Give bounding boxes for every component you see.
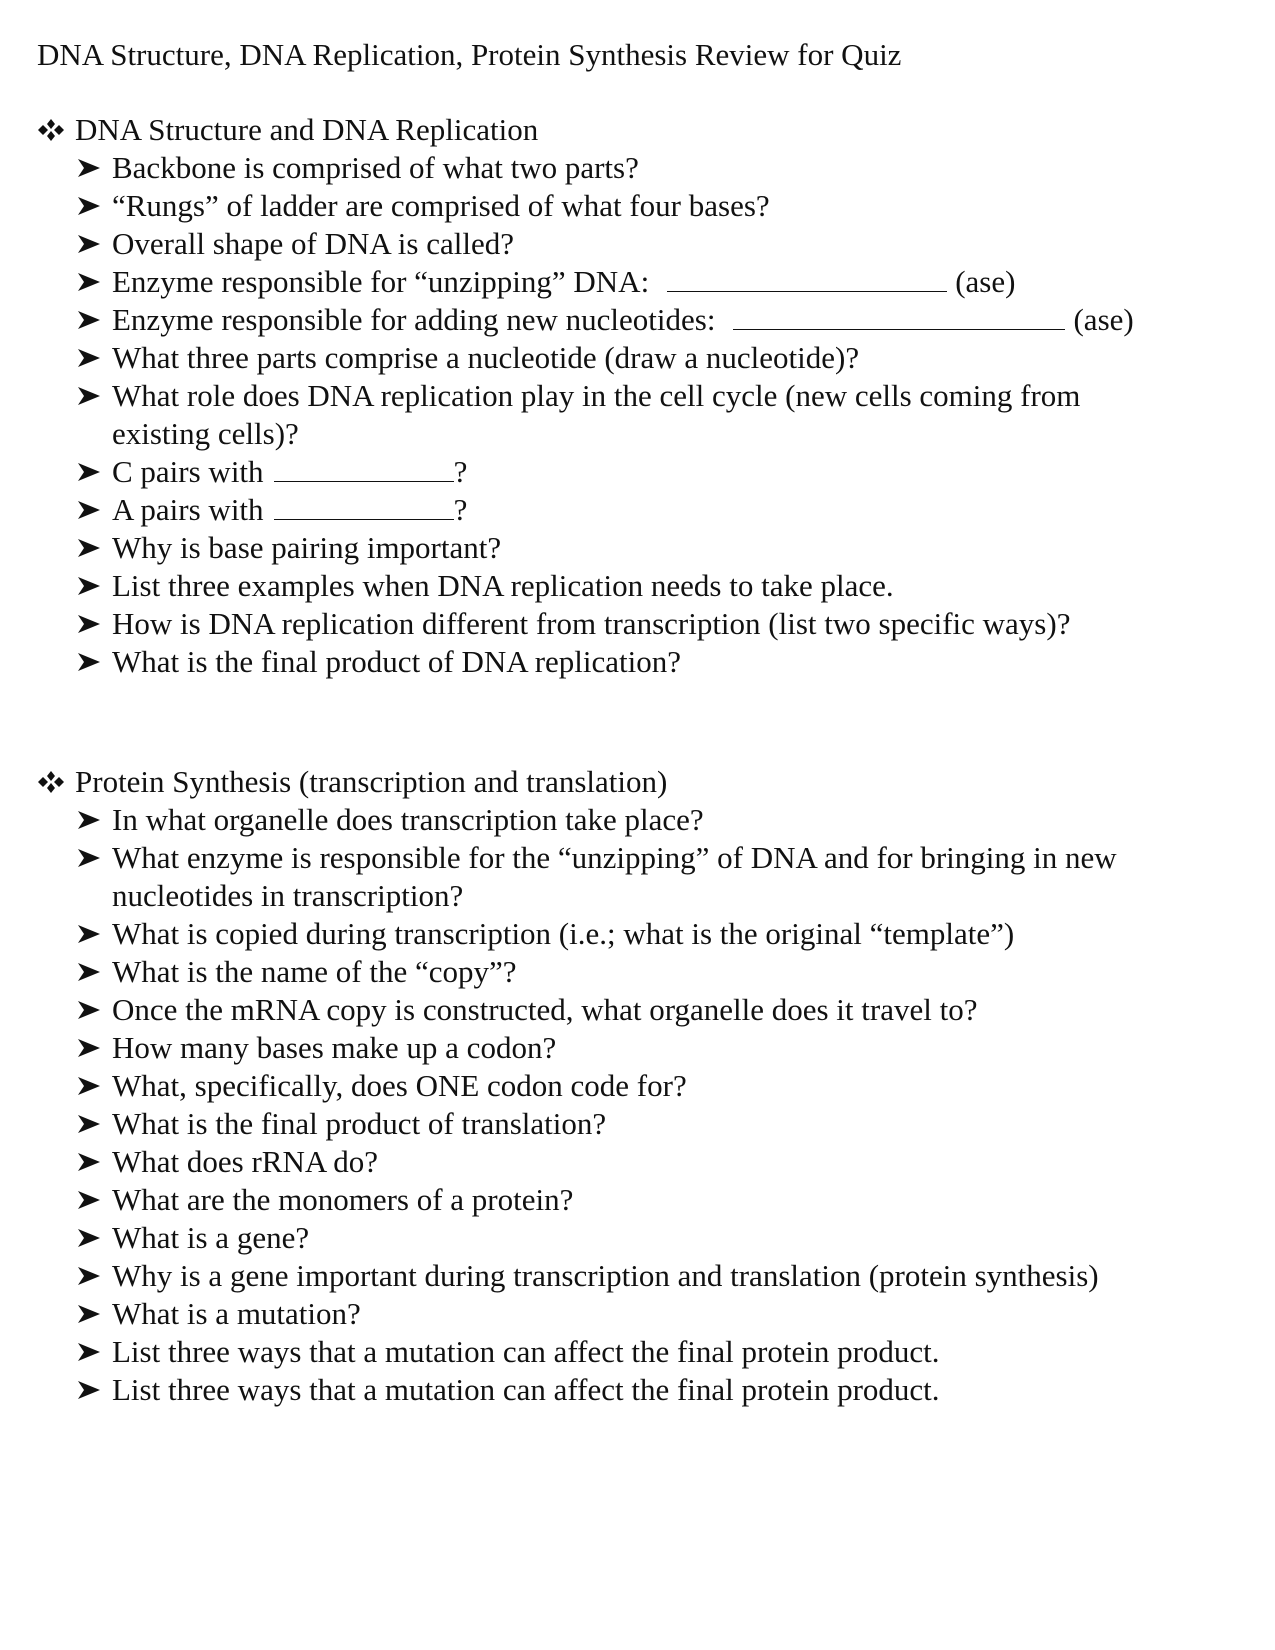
list-item xyxy=(0,301,1275,339)
list-item xyxy=(0,801,1275,839)
list-item xyxy=(0,1143,1275,1181)
question-text: What is copied during transcription (i.e.; what is the original “template”) xyxy=(112,916,1015,951)
section-protein-synthesis xyxy=(0,763,1275,1409)
question-text: Why is a gene important during transcription and translation (protein synthesis) xyxy=(112,1258,1099,1293)
answer-suffix: ? xyxy=(453,492,468,527)
list-item xyxy=(0,263,1275,301)
list-item xyxy=(0,953,1275,991)
arrowhead-icon xyxy=(78,1305,100,1323)
question-text: What, specifically, does ONE codon code for? xyxy=(112,1068,687,1103)
question-text: List three ways that a mutation can affect the final protein product. xyxy=(112,1334,940,1369)
arrowhead-icon xyxy=(78,235,100,253)
question-text: Backbone is comprised of what two parts? xyxy=(112,150,639,185)
question-text: What role does DNA replication play in the cell cycle (new cells coming from existing cells)? xyxy=(112,378,1081,451)
list-item xyxy=(0,225,1275,263)
arrowhead-icon xyxy=(78,463,100,481)
arrowhead-icon xyxy=(78,849,100,867)
list-item xyxy=(0,1371,1275,1409)
arrowhead-icon xyxy=(78,1039,100,1057)
arrowhead-icon xyxy=(78,387,100,405)
answer-suffix: ? xyxy=(453,454,468,489)
section-dna-structure xyxy=(0,111,1275,681)
question-text: In what organelle does transcription take place? xyxy=(112,802,704,837)
question-text: What is a gene? xyxy=(112,1220,310,1255)
list-item xyxy=(0,1295,1275,1333)
arrowhead-icon xyxy=(78,1381,100,1399)
arrowhead-icon xyxy=(78,539,100,557)
arrowhead-icon xyxy=(78,501,100,519)
section-heading-text: DNA Structure and DNA Replication xyxy=(75,112,539,147)
question-text: What is a mutation? xyxy=(112,1296,361,1331)
answer-blank[interactable] xyxy=(667,264,947,292)
arrowhead-icon xyxy=(78,1077,100,1095)
list-item xyxy=(0,643,1275,681)
arrowhead-icon xyxy=(78,811,100,829)
question-text: What is the final product of translation? xyxy=(112,1106,607,1141)
question-text: A pairs with xyxy=(112,492,264,527)
question-text: List three ways that a mutation can affect the final protein product. xyxy=(112,1372,940,1407)
question-text: Overall shape of DNA is called? xyxy=(112,226,515,261)
answer-blank[interactable] xyxy=(733,302,1065,330)
arrowhead-icon xyxy=(78,1229,100,1247)
question-text: What three parts comprise a nucleotide (draw a nucleotide)? xyxy=(112,340,860,375)
list-item xyxy=(0,187,1275,225)
four-diamond-icon xyxy=(37,119,65,141)
list-item xyxy=(0,1181,1275,1219)
arrowhead-icon xyxy=(78,963,100,981)
list-item xyxy=(0,605,1275,643)
list-item xyxy=(0,339,1275,377)
document-title: DNA Structure, DNA Replication, Protein Synthesis Review for Quiz xyxy=(37,37,902,72)
list-item xyxy=(0,567,1275,605)
arrowhead-icon xyxy=(78,349,100,367)
arrowhead-icon xyxy=(78,1115,100,1133)
question-text: What does rRNA do? xyxy=(112,1144,379,1179)
list-item xyxy=(0,915,1275,953)
list-item xyxy=(0,1219,1275,1257)
arrowhead-icon xyxy=(78,1153,100,1171)
list-item xyxy=(0,453,1275,491)
question-list xyxy=(0,801,1275,1409)
section-heading xyxy=(0,763,1275,801)
question-text: Once the mRNA copy is constructed, what organelle does it travel to? xyxy=(112,992,978,1027)
arrowhead-icon xyxy=(78,159,100,177)
answer-blank[interactable] xyxy=(274,454,454,482)
list-item xyxy=(0,1257,1275,1295)
question-text: What is the final product of DNA replication? xyxy=(112,644,682,679)
question-text: Why is base pairing important? xyxy=(112,530,502,565)
arrowhead-icon xyxy=(78,653,100,671)
list-item xyxy=(0,1067,1275,1105)
arrowhead-icon xyxy=(78,273,100,291)
question-text: What is the name of the “copy”? xyxy=(112,954,517,989)
arrowhead-icon xyxy=(78,311,100,329)
four-diamond-icon xyxy=(37,771,65,793)
question-text: How many bases make up a codon? xyxy=(112,1030,557,1065)
section-heading-text: Protein Synthesis (transcription and translation) xyxy=(75,764,668,799)
question-text: What are the monomers of a protein? xyxy=(112,1182,574,1217)
arrowhead-icon xyxy=(78,1001,100,1019)
answer-blank[interactable] xyxy=(274,492,454,520)
arrowhead-icon xyxy=(78,925,100,943)
list-item xyxy=(0,529,1275,567)
question-text: What enzyme is responsible for the “unzipping” of DNA and for bringing in new nucleotides in transcription? xyxy=(112,840,1117,913)
list-item xyxy=(0,1333,1275,1371)
list-item xyxy=(0,1105,1275,1143)
question-text: Enzyme responsible for “unzipping” DNA: xyxy=(112,264,650,299)
arrowhead-icon xyxy=(78,1343,100,1361)
question-text: “Rungs” of ladder are comprised of what four bases? xyxy=(112,188,770,223)
list-item xyxy=(0,491,1275,529)
arrowhead-icon xyxy=(78,577,100,595)
arrowhead-icon xyxy=(78,615,100,633)
answer-suffix: (ase) xyxy=(1073,302,1134,337)
arrowhead-icon xyxy=(78,1267,100,1285)
list-item xyxy=(0,149,1275,187)
question-text: How is DNA replication different from transcription (list two specific ways)? xyxy=(112,606,1071,641)
list-item xyxy=(0,1029,1275,1067)
question-list xyxy=(0,149,1275,681)
question-text: Enzyme responsible for adding new nucleotides: xyxy=(112,302,716,337)
list-item xyxy=(0,377,1275,453)
list-item xyxy=(0,839,1275,915)
question-text: C pairs with xyxy=(112,454,264,489)
question-text: List three examples when DNA replication needs to take place. xyxy=(112,568,894,603)
arrowhead-icon xyxy=(78,197,100,215)
list-item xyxy=(0,991,1275,1029)
answer-suffix: (ase) xyxy=(955,264,1016,299)
section-heading xyxy=(0,111,1275,149)
arrowhead-icon xyxy=(78,1191,100,1209)
